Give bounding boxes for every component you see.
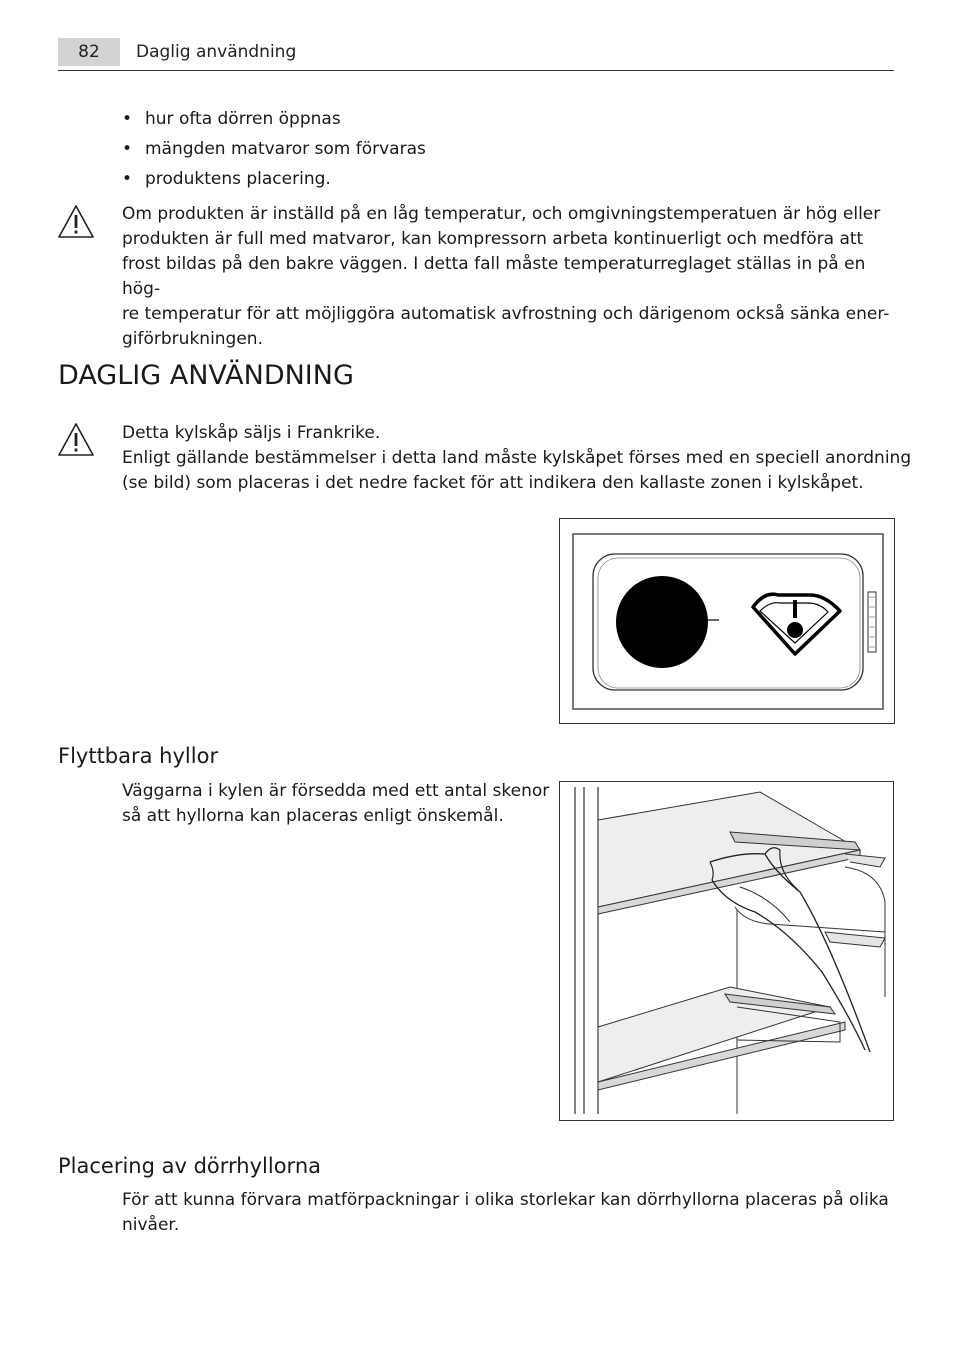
section-title: DAGLIG ANVÄNDNING	[58, 360, 354, 391]
text-line: frost bildas på den bakre väggen. I detta fall måste temperaturreglaget ställas in på en hög-	[122, 254, 866, 299]
text-line: Om produkten är inställd på en låg temperatur, och omgivningstemperatuen är hög eller	[122, 204, 881, 224]
text-line: giförbrukningen.	[122, 329, 263, 349]
warning-text-temperature	[122, 202, 902, 352]
text-line: Detta kylskåp säljs i Frankrike.	[122, 423, 381, 443]
text-line: (se bild) som placeras i det nedre facket för att indikera den kallaste zonen i kylskåpet.	[122, 473, 864, 493]
list-item: • hur ofta dörren öppnas	[122, 104, 426, 134]
list-item: • mängden matvaror som förvaras	[122, 134, 426, 164]
text-line: Väggarna i kylen är försedda med ett antal skenor	[122, 781, 550, 801]
text-line: produkten är full med matvaror, kan kompressorn arbeta kontinuerligt och medföra att	[122, 229, 864, 249]
warning-triangle-icon	[57, 204, 95, 240]
page-number: 82	[58, 38, 120, 66]
running-header-title: Daglig användning	[136, 42, 297, 62]
indicator-illustration	[560, 519, 894, 723]
removable-shelves-text	[122, 779, 552, 829]
text-line: nivåer.	[122, 1215, 180, 1235]
temperature-indicator-figure	[559, 518, 895, 724]
door-shelves-text	[122, 1188, 912, 1238]
list-item: • produktens placering.	[122, 164, 426, 194]
warning-triangle-icon	[57, 422, 95, 458]
text-line: Enligt gällande bestämmelser i detta land måste kylskåpet förses med en speciell anordning	[122, 448, 912, 468]
text-line: För att kunna förvara matförpackningar i olika storlekar kan dörrhyllorna placeras på olika	[122, 1190, 889, 1210]
header-divider	[58, 70, 894, 71]
subsection-title-removable-shelves: Flyttbara hyllor	[58, 744, 219, 768]
shelf-illustration	[560, 782, 893, 1120]
text-line: så att hyllorna kan placeras enligt önskemål.	[122, 806, 504, 826]
warning-text-france	[122, 421, 912, 496]
shelf-illustration-figure	[559, 781, 894, 1121]
factor-list	[122, 104, 426, 194]
subsection-title-door-shelves: Placering av dörrhyllorna	[58, 1154, 321, 1178]
text-line: re temperatur för att möjliggöra automatisk avfrostning och därigenom också sänka ener-	[122, 304, 890, 324]
